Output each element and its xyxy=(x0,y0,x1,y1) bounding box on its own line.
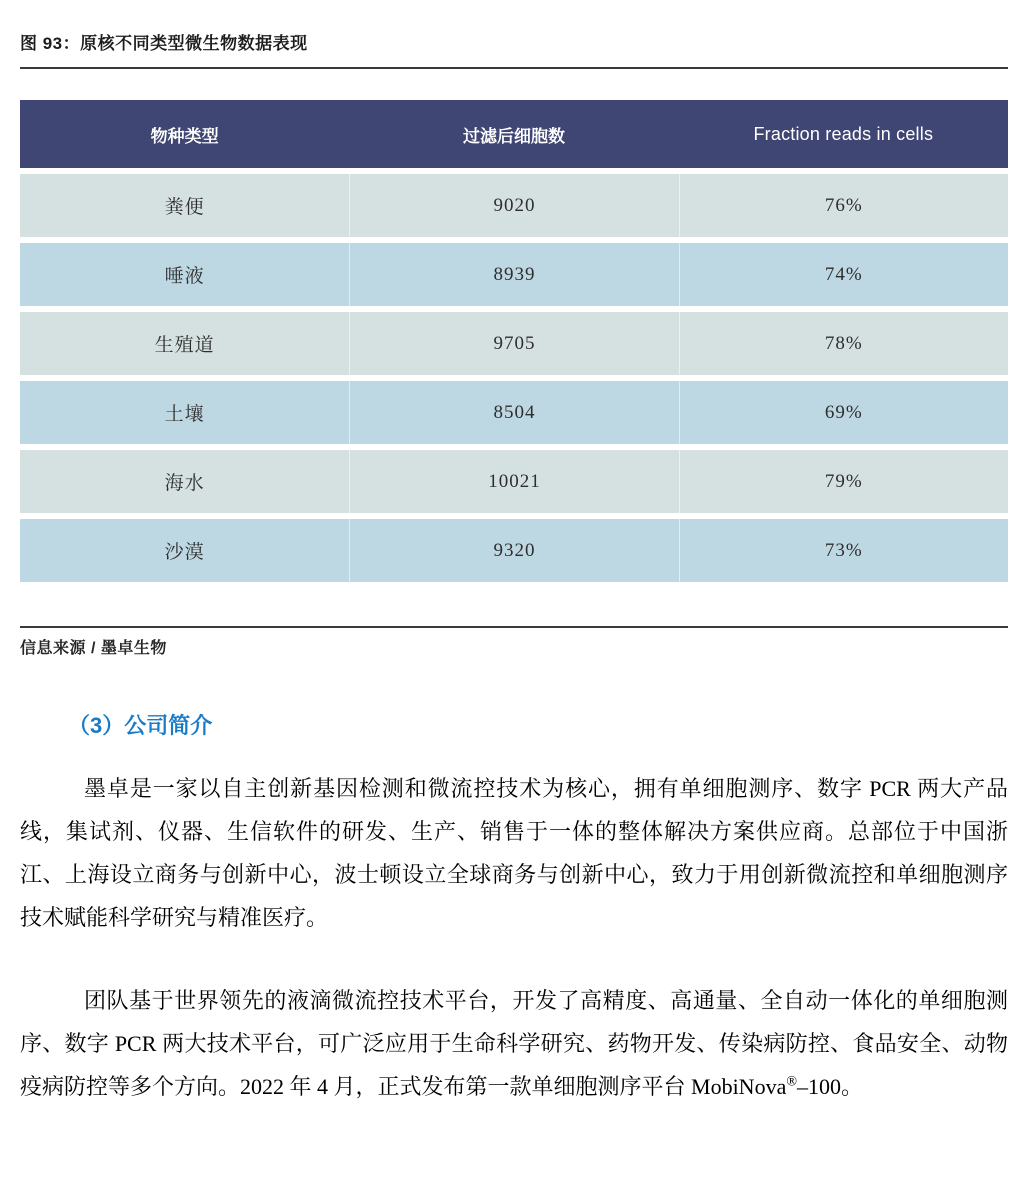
cell-fraction: 73% xyxy=(679,519,1008,582)
body-paragraph-2 xyxy=(20,979,1008,1108)
cell-count: 8504 xyxy=(349,381,678,444)
cell-count: 9020 xyxy=(349,174,678,237)
registered-trademark-superscript: ® xyxy=(786,1074,797,1090)
cell-species: 土壤 xyxy=(20,381,349,444)
source-attribution: 信息来源 / 墨卓生物 xyxy=(20,640,167,657)
cell-species: 唾液 xyxy=(20,243,349,306)
microbe-data-table xyxy=(20,94,1008,588)
paragraph-2-text-tail: –100。 xyxy=(796,1074,863,1099)
cell-species: 沙漠 xyxy=(20,519,349,582)
column-header-fraction: Fraction reads in cells xyxy=(679,100,1008,168)
table-header-row xyxy=(20,100,1008,168)
cell-fraction: 79% xyxy=(679,450,1008,513)
cell-species: 生殖道 xyxy=(20,312,349,375)
paragraph-2-text: 团队基于世界领先的液滴微流控技术平台，开发了高精度、高通量、全自动一体化的单细胞测序、数字 PCR 两大技术平台，可广泛应用于生命科学研究、药物开发、传染病防控、食品安全、动物疫病防控等多个方向。2022 年 4 月，正式发布第一款单细胞测序平台 MobiNova xyxy=(20,988,1008,1099)
divider-below-table xyxy=(20,626,1008,628)
body-paragraph-1: 墨卓是一家以自主创新基因检测和微流控技术为核心，拥有单细胞测序、数字 PCR 两大产品线，集试剂、仪器、生信软件的研发、生产、销售于一体的整体解决方案供应商。总部位于中国浙江、上海设立商务与创新中心，波士顿设立全球商务与创新中心，致力于用创新微流控和单细胞测序技术赋能科学研究与精准医疗。 xyxy=(20,776,1008,930)
table-header xyxy=(20,100,1008,168)
table-row xyxy=(20,312,1008,375)
table-row xyxy=(20,519,1008,582)
cell-fraction: 78% xyxy=(679,312,1008,375)
figure-title: 图 93：原核不同类型微生物数据表现 xyxy=(20,34,308,53)
table-row xyxy=(20,243,1008,306)
table-row xyxy=(20,450,1008,513)
cell-fraction: 69% xyxy=(679,381,1008,444)
column-header-cellcount: 过滤后细胞数 xyxy=(349,100,678,168)
divider-top xyxy=(20,67,1008,69)
cell-fraction: 74% xyxy=(679,243,1008,306)
section-heading-company-profile: （3）公司简介 xyxy=(68,713,213,738)
cell-species: 海水 xyxy=(20,450,349,513)
cell-fraction: 76% xyxy=(679,174,1008,237)
cell-count: 9320 xyxy=(349,519,678,582)
cell-species: 粪便 xyxy=(20,174,349,237)
table-row xyxy=(20,381,1008,444)
cell-count: 8939 xyxy=(349,243,678,306)
column-header-species: 物种类型 xyxy=(20,100,349,168)
cell-count: 10021 xyxy=(349,450,678,513)
table-row xyxy=(20,174,1008,237)
cell-count: 9705 xyxy=(349,312,678,375)
